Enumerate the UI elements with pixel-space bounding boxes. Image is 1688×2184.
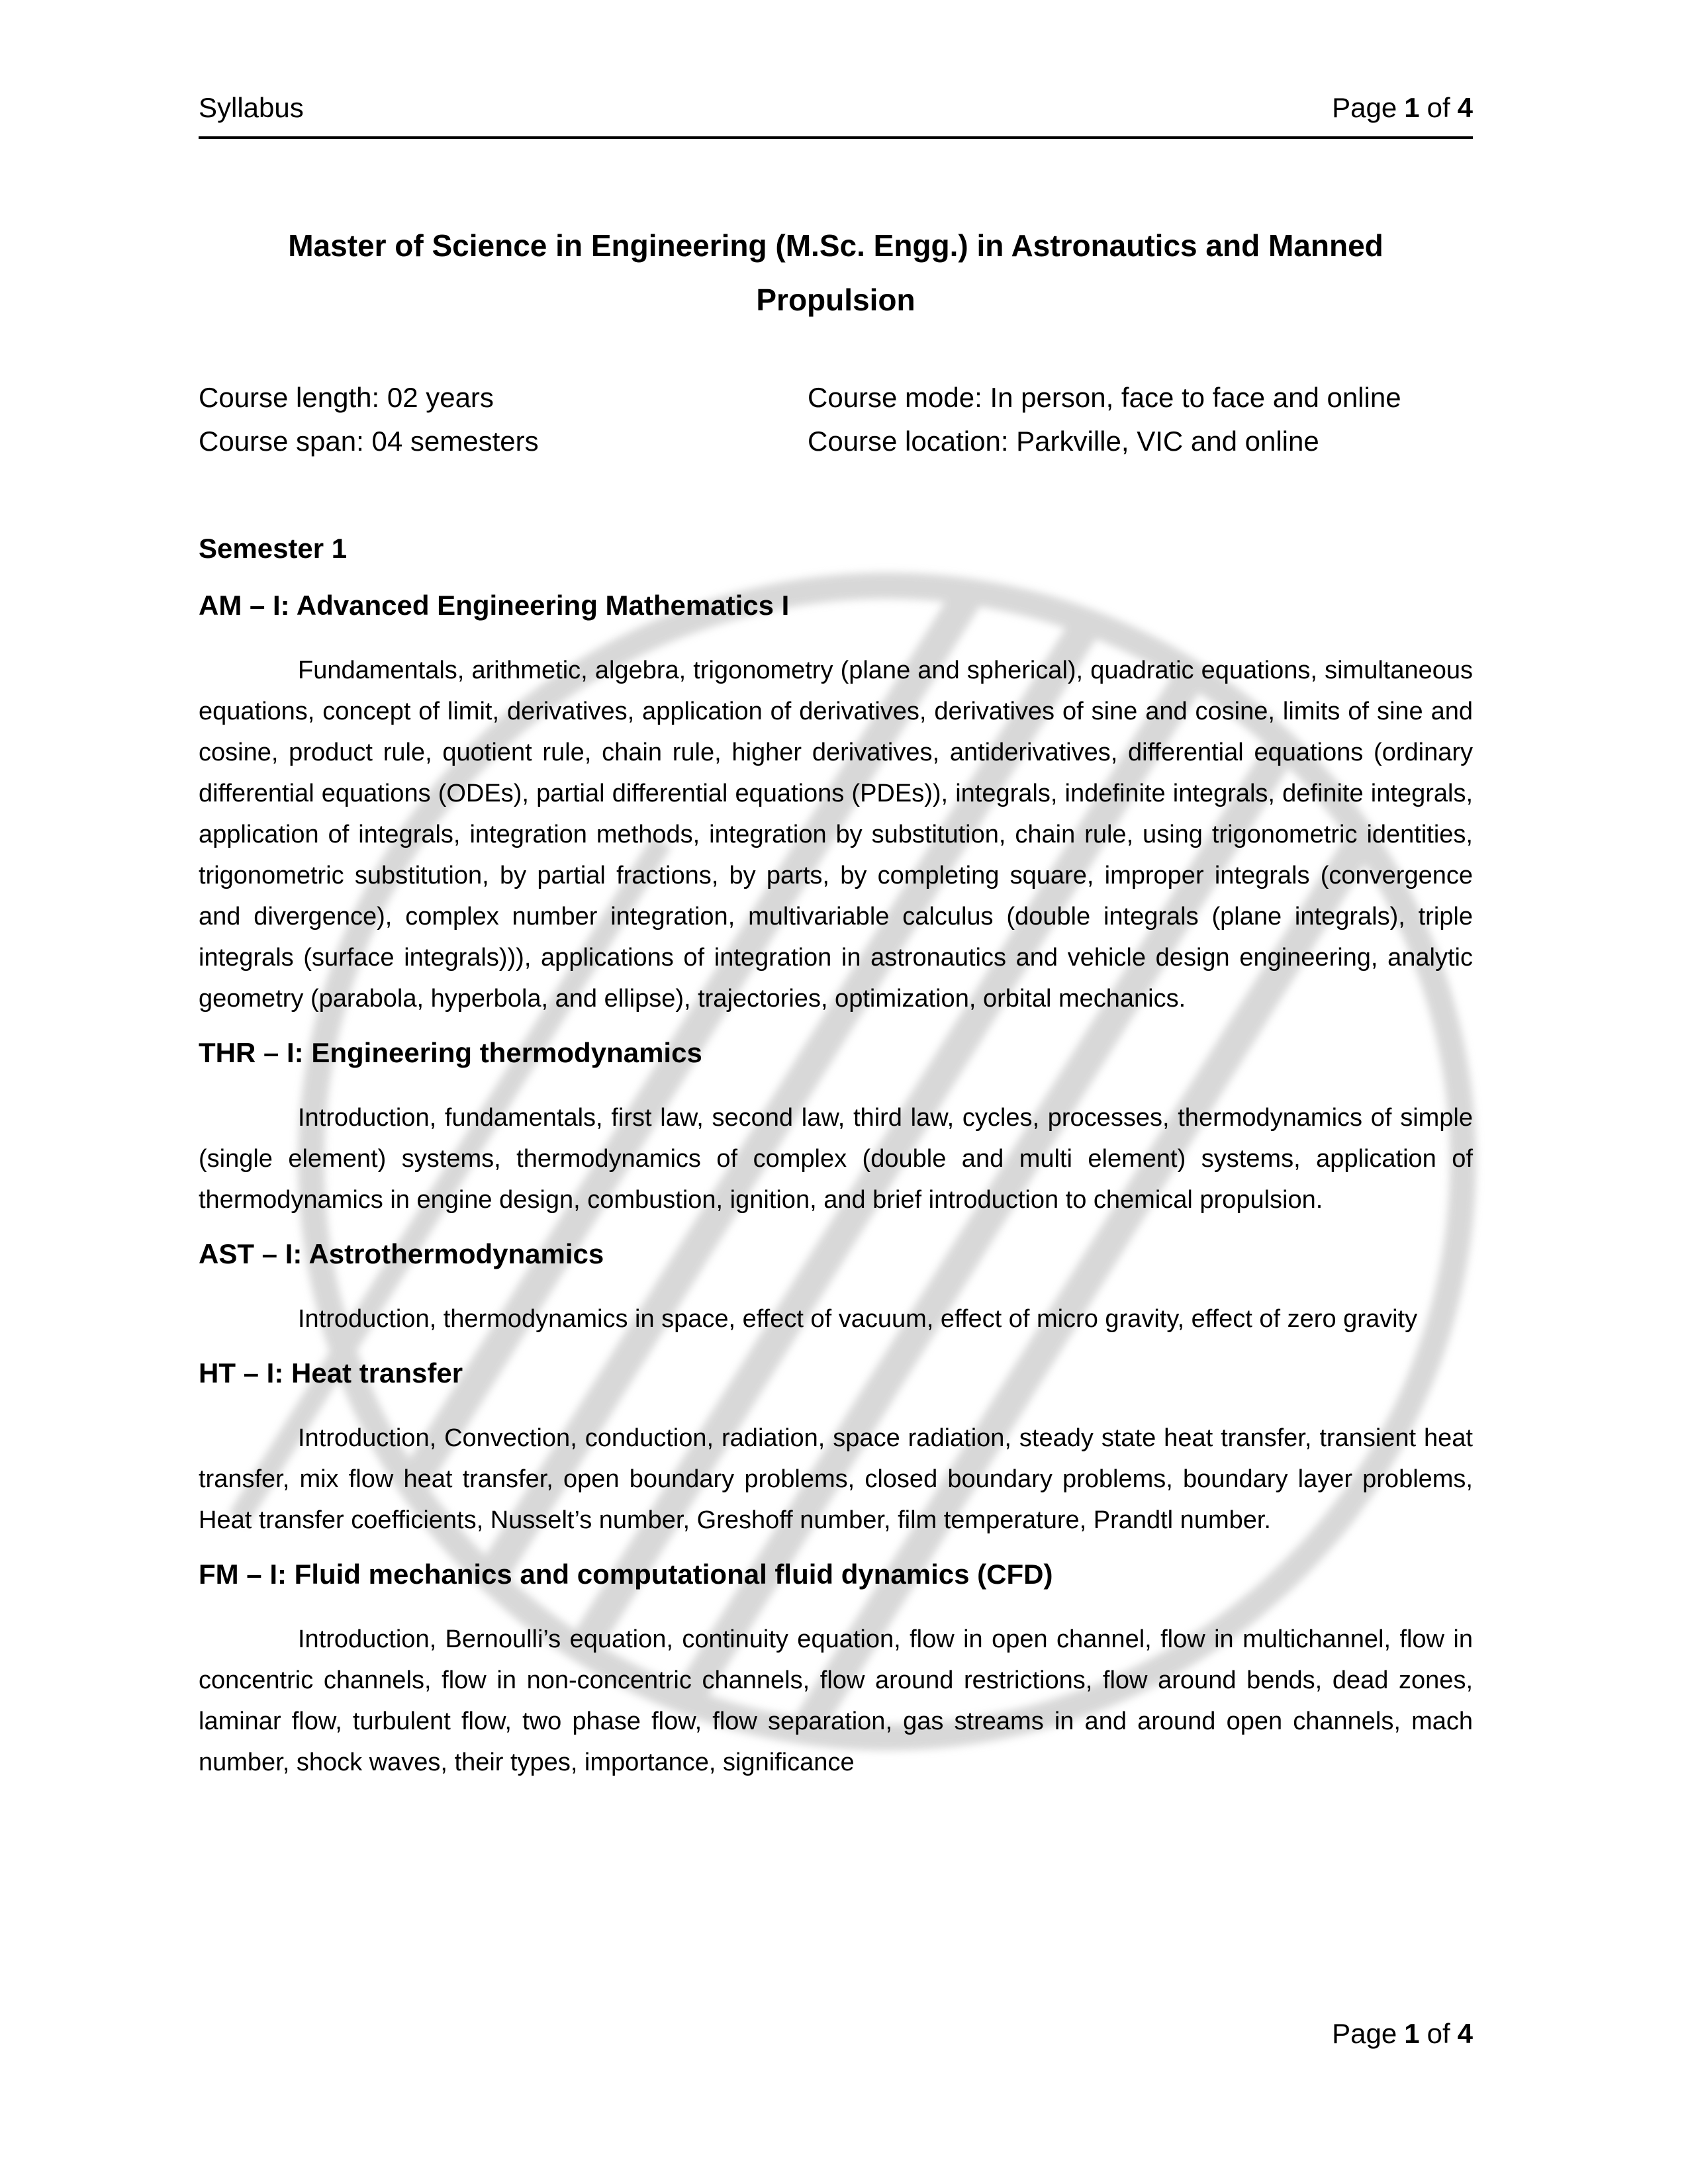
section-ast	[199, 1234, 1473, 1340]
section-body-thr: Introduction, fundamentals, first law, second law, third law, cycles, processes, thermodynamics of simple (single element) systems, thermodynamics of complex (double and multi element) systems, application of thermodynamics in engine design, combustion, ignition, and brief introduction to chemical propulsion.	[199, 1104, 1473, 1214]
section-ht	[199, 1353, 1473, 1541]
course-info-row	[199, 421, 1473, 462]
section-heading-fm: FM – I: Fluid mechanics and computational fluid dynamics (CFD)	[199, 1559, 1053, 1590]
semester-heading: Semester 1	[199, 533, 348, 564]
page-footer	[1332, 2013, 1473, 2054]
page-current: 1	[1404, 2018, 1420, 2049]
section-heading-thr: THR – I: Engineering thermodynamics	[199, 1037, 702, 1068]
section-body-ht: Introduction, Convection, conduction, radiation, space radiation, steady state heat transfer, transient heat transfer, mix flow heat transfer, open boundary problems, closed boundary problems, boundary layer problems, Heat transfer coefficients, Nusselt’s number, Greshoff number, film temperature, Prandtl number.	[199, 1424, 1473, 1534]
section-body-fm: Introduction, Bernoulli’s equation, continuity equation, flow in open channel, flow in multichannel, flow in concentric channels, flow in non-concentric channels, flow around restrictions, flow around bends, dead zones, laminar flow, turbulent flow, two phase flow, flow separation, gas streams in and around open channels, mach number, shock waves, their types, importance, significance	[199, 1625, 1473, 1776]
document-title-line1: Master of Science in Engineering (M.Sc. Engg.) in Astronautics and Manned	[288, 228, 1383, 263]
document-title	[199, 218, 1473, 327]
page-total: 4	[1457, 92, 1473, 123]
of-word: of	[1427, 2018, 1450, 2049]
course-info-row	[199, 377, 1473, 418]
course-location: Course location: Parkville, VIC and online	[808, 426, 1319, 457]
course-span: Course span: 04 semesters	[199, 426, 539, 457]
document-title-line2: Propulsion	[756, 283, 915, 317]
section-heading-ast: AST – I: Astrothermodynamics	[199, 1238, 604, 1269]
page-total: 4	[1457, 2018, 1473, 2049]
page-current: 1	[1404, 92, 1420, 123]
section-heading-ht: HT – I: Heat transfer	[199, 1357, 463, 1388]
section-heading-am: AM – I: Advanced Engineering Mathematics I	[199, 590, 790, 621]
section-am	[199, 585, 1473, 1019]
section-body-ast: Introduction, thermodynamics in space, effect of vacuum, effect of micro gravity, effect of zero gravity	[298, 1305, 1418, 1333]
section-fm	[199, 1554, 1473, 1783]
of-word: of	[1427, 92, 1450, 123]
header-page-number	[1332, 87, 1473, 128]
course-length: Course length: 02 years	[199, 382, 494, 413]
section-body-am: Fundamentals, arithmetic, algebra, trigonometry (plane and spherical), quadratic equations, simultaneous equations, concept of limit, derivatives, application of derivatives, derivatives of sine and cosine, limits of sine and cosine, product rule, quotient rule, chain rule, higher derivatives, antiderivatives, differential equations (ordinary differential equations (ODEs), partial differential equations (PDEs)), integrals, indefinite integrals, definite integrals, application of integrals, integration methods, integration by substitution, chain rule, using trigonometric identities, trigonometric substitution, by partial fractions, by parts, by completing square, improper integrals (convergence and divergence), complex number integration, multivariable calculus (double integrals (plane integrals), triple integrals (surface integrals))), applications of integration in astronautics and vehicle design engineering, analytic geometry (parabola, hyperbola, and ellipse), trajectories, optimization, orbital mechanics.	[199, 657, 1473, 1013]
header-title: Syllabus	[199, 92, 304, 123]
page-word: Page	[1332, 2018, 1397, 2049]
page-content	[199, 0, 1473, 1796]
page-header	[199, 87, 1473, 139]
section-thr	[199, 1032, 1473, 1220]
course-mode: Course mode: In person, face to face and online	[808, 382, 1401, 413]
page-word: Page	[1332, 92, 1397, 123]
course-info	[199, 377, 1473, 462]
